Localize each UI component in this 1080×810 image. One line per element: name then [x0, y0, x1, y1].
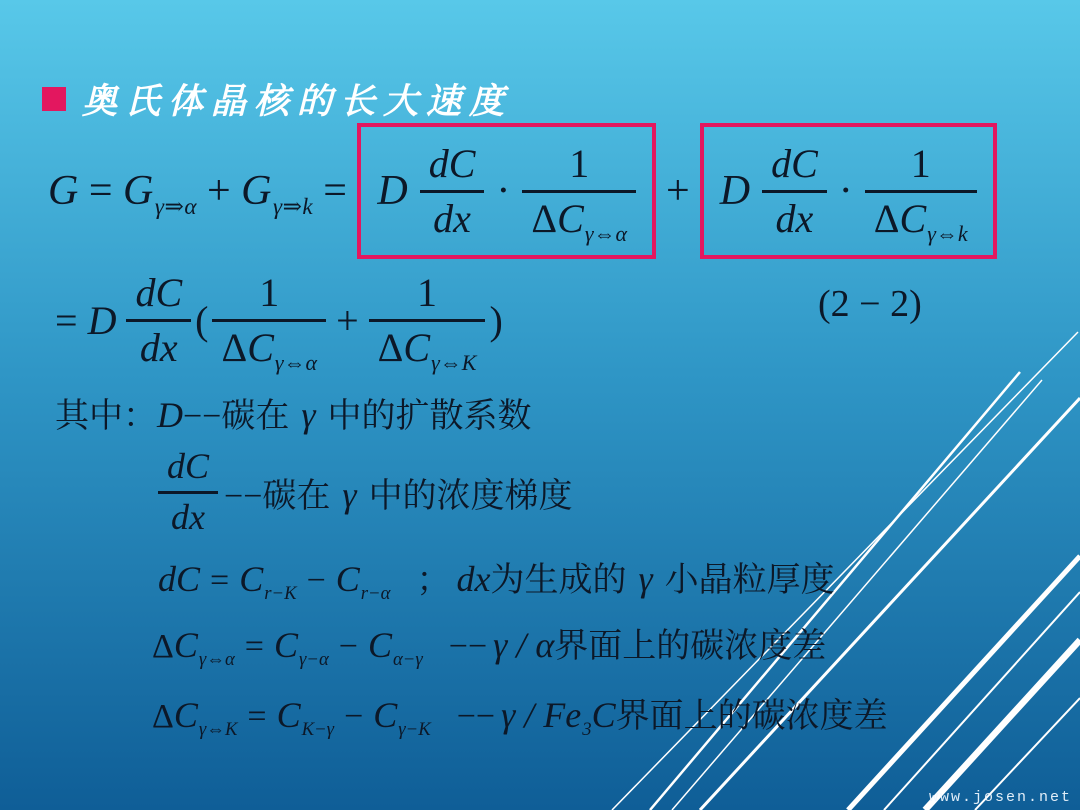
math-symbol: C [173, 625, 198, 665]
definition-dC [158, 552, 835, 604]
plus-sign: + [206, 168, 232, 214]
delta-symbol: Δ [152, 698, 174, 735]
denominator [522, 193, 636, 246]
dash: −− [183, 398, 222, 435]
math-symbol: γ / Fe [501, 695, 582, 735]
delta-symbol: Δ [377, 324, 404, 370]
semicolon: ； [416, 562, 451, 599]
multiplication-dot: · [838, 168, 853, 214]
term-G-gamma-k [241, 167, 314, 219]
denominator: dx [139, 324, 178, 370]
chinese-text: 中的扩散系数 [327, 398, 532, 435]
chinese-text: 界面上的碳浓度差 [615, 698, 888, 735]
multiplication-dot: · [496, 168, 511, 214]
denominator [212, 322, 326, 375]
where-label: 其中： [55, 398, 157, 435]
equals-sign: = [210, 562, 230, 599]
chinese-text: 界面上的碳浓度差 [554, 628, 827, 665]
subscript: γ⇔α [274, 349, 318, 375]
term-deltaC [152, 624, 235, 670]
subscript: γ⇔k [927, 220, 968, 246]
chinese-text: 碳在 [221, 398, 290, 435]
red-square-bullet-icon [42, 87, 66, 111]
denominator: dx [171, 496, 205, 537]
dash: −− [456, 698, 496, 735]
subscript: α−γ [392, 648, 423, 670]
chinese-text: 为生成的 [490, 562, 627, 599]
dash: −− [448, 628, 488, 665]
math-symbol: C [373, 695, 398, 735]
definition-deltaC-gamma-alpha [152, 618, 827, 670]
subscript: r−α [360, 582, 391, 604]
term-C-r-alpha [335, 558, 391, 604]
math-symbol: C [239, 559, 264, 599]
fraction-dC-dx [420, 141, 485, 242]
equals-sign: = [247, 698, 267, 735]
subscript: 3 [582, 718, 592, 740]
equation-number: (2 − 2) [818, 283, 922, 325]
plus-sign: + [666, 168, 690, 214]
term-C-K-gamma [276, 694, 335, 740]
term-C-gamma-K [373, 694, 431, 740]
definition-diffusion-coefficient [55, 388, 532, 437]
minus-sign: − [344, 698, 364, 735]
numerator: dC [762, 141, 827, 193]
minus-sign: − [338, 628, 358, 665]
subscript: γ⇒α [154, 192, 197, 219]
math-symbol: C [899, 195, 927, 241]
watermark: www.josen.net [928, 789, 1072, 806]
equals-sign: = [323, 168, 348, 214]
math-symbol: C [276, 695, 301, 735]
math-symbol: dx [456, 559, 491, 599]
fraction-one-over-deltaC-alpha [212, 269, 326, 375]
gamma-symbol: γ [638, 559, 653, 599]
math-symbol: C [273, 625, 298, 665]
math-symbol: D [157, 395, 183, 435]
subscript: γ⇔α [584, 220, 628, 246]
equals-sign: = [55, 297, 78, 343]
math-symbol: C [403, 324, 431, 370]
subscript: K−γ [301, 718, 335, 740]
definition-deltaC-gamma-K [152, 688, 888, 740]
subscript: γ⇔α [198, 648, 235, 670]
subscript: γ−α [298, 648, 329, 670]
numerator: 1 [865, 141, 977, 193]
numerator: 1 [369, 270, 486, 322]
subscript: γ⇒k [272, 192, 314, 219]
math-symbol: D [377, 168, 408, 214]
plus-sign: + [336, 297, 359, 343]
term-G-gamma-alpha [123, 167, 197, 219]
gamma-symbol: γ [301, 395, 316, 435]
phase-interface-label-Fe3C [501, 694, 616, 740]
subscript: γ⇔K [431, 349, 477, 375]
math-symbol: G [48, 168, 79, 214]
fraction-one-over-deltaC [865, 140, 977, 246]
definition-text [224, 468, 573, 517]
numerator: 1 [522, 141, 636, 193]
term-C-gamma-alpha [273, 624, 329, 670]
left-paren: ( [195, 297, 209, 343]
gamma-symbol: γ [342, 474, 357, 515]
numerator: 1 [212, 270, 326, 322]
denominator [865, 193, 977, 246]
fraction-dC-dx [126, 270, 191, 371]
chinese-text: 碳在 [262, 477, 331, 515]
highlight-box-cementite-term [700, 123, 997, 259]
math-symbol: C [335, 559, 360, 599]
subscript: γ−K [398, 718, 431, 740]
dash: −− [224, 477, 263, 515]
chinese-text: 中的浓度梯度 [368, 477, 573, 515]
term-C-alpha-gamma [367, 624, 423, 670]
math-symbol: C [173, 695, 198, 735]
fraction-one-over-deltaC [522, 140, 636, 246]
term-C-rK [239, 558, 297, 604]
definition-concentration-gradient [158, 444, 573, 540]
math-symbol: C [557, 195, 584, 241]
equation-lhs [48, 167, 357, 219]
numerator: dC [158, 446, 218, 493]
subscript: r−K [264, 582, 297, 604]
equation-line-1 [48, 120, 997, 262]
equation-line-2 [55, 264, 507, 376]
denominator: dx [433, 195, 471, 241]
math-symbol: D [87, 297, 117, 343]
math-symbol: dC [158, 559, 201, 599]
fraction-dC-dx [158, 446, 218, 538]
math-symbol: C [591, 695, 616, 735]
phase-interface-label: γ / α [493, 625, 555, 665]
minus-sign: − [306, 562, 326, 599]
delta-symbol: Δ [531, 195, 558, 241]
math-symbol: C [247, 324, 274, 370]
delta-symbol: Δ [873, 195, 900, 241]
denominator [369, 322, 486, 375]
term-deltaC [152, 694, 238, 740]
math-symbol: D [719, 168, 751, 214]
chinese-text: 小晶粒厚度 [664, 562, 835, 599]
fraction-dC-dx [762, 141, 827, 242]
highlight-box-alpha-term [357, 123, 656, 259]
delta-symbol: Δ [152, 628, 174, 665]
numerator: dC [420, 141, 485, 193]
title-row [42, 74, 512, 124]
subscript: γ⇔K [198, 718, 238, 740]
math-symbol: G [123, 168, 154, 214]
equals-sign: = [244, 628, 264, 665]
delta-symbol: Δ [221, 324, 248, 370]
equals-sign: = [88, 168, 114, 214]
slide-title: 奥氏体晶核的长大速度 [82, 82, 513, 121]
math-symbol: G [241, 168, 272, 214]
numerator: dC [126, 270, 191, 322]
fraction-one-over-deltaC-K [369, 269, 486, 375]
denominator: dx [775, 195, 814, 241]
right-paren: ) [489, 297, 503, 343]
math-symbol: C [367, 625, 392, 665]
